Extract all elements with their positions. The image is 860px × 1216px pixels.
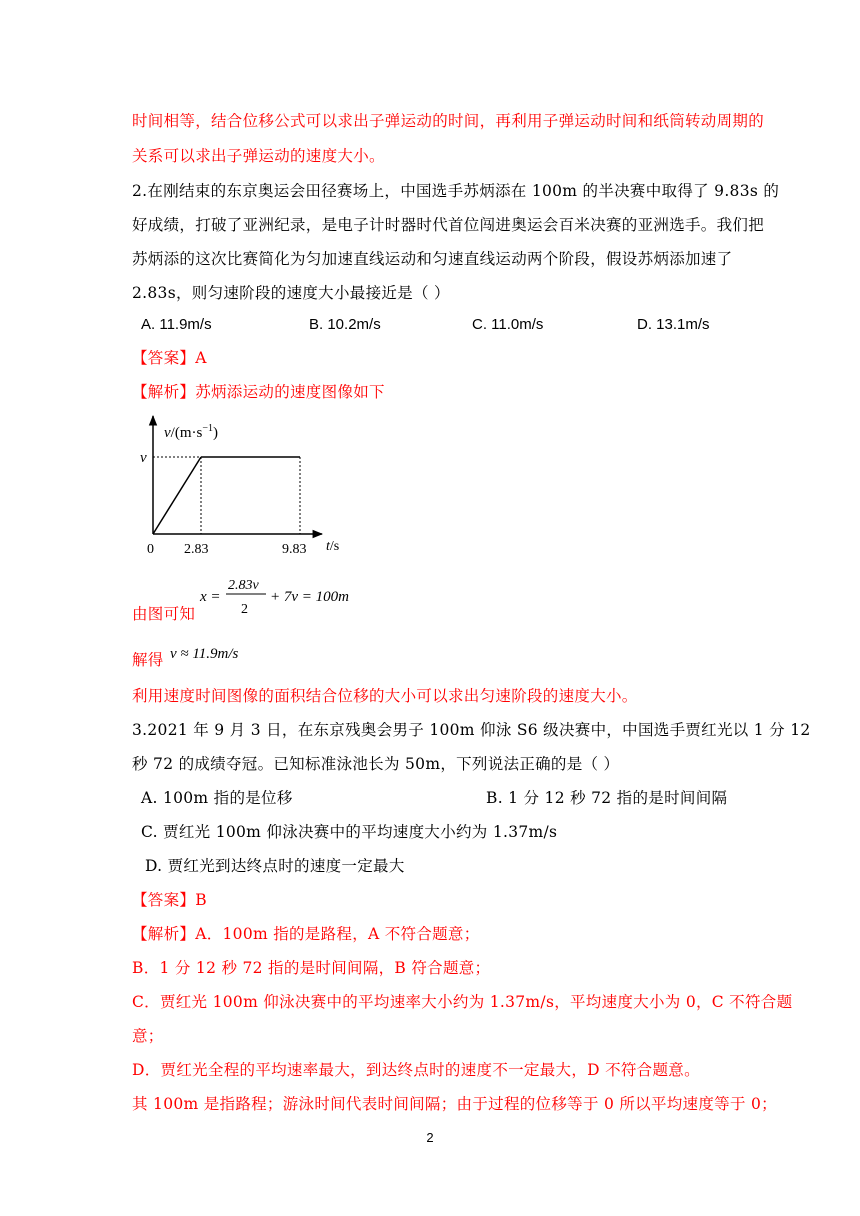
t2-tick-label: 9.83: [282, 542, 307, 557]
solve-label: 解得: [132, 651, 164, 669]
q2-analysis-intro: 【解析】苏炳添运动的速度图像如下: [132, 383, 385, 401]
svg-text:+ 7v = 100m: + 7v = 100m: [270, 589, 349, 605]
q3-analysis-a: 【解析】A．100m 指的是路程，A 不符合题意；: [132, 925, 480, 943]
page-number: 2: [426, 1130, 434, 1145]
q2-option-d: D. 13.1m/s: [637, 316, 710, 333]
q3-option-b: B. 1 分 12 秒 72 指的是时间间隔: [486, 789, 728, 807]
y-axis-label: $v/(m\cdot s^{-1})$: [164, 423, 218, 441]
q3-answer: 【答案】B: [132, 891, 207, 909]
svg-text:x =: x =: [200, 589, 221, 605]
q3-analysis-c-cont: 意；: [132, 1027, 164, 1045]
q2-answer: 【答案】A: [132, 349, 207, 367]
q2-conclusion: 利用速度时间图像的面积结合位移的大小可以求出匀速阶段的速度大小。: [132, 687, 638, 705]
q3-analysis-b: B．1 分 12 秒 72 指的是时间间隔，B 符合题意；: [132, 959, 491, 977]
q3-analysis-c: C．贾红光 100m 仰泳决赛中的平均速率大小约为 1.37m/s，平均速度大小为 0，C 不符合题: [132, 993, 793, 1011]
q2-stem-line-4: 2.83s，则匀速阶段的速度大小最接近是（ ）: [132, 284, 450, 302]
acceleration-segment: [153, 457, 201, 534]
explanation-line-1: 时间相等，结合位移公式可以求出子弹运动的时间，再利用子弹运动时间和纸筒转动周期的: [132, 112, 765, 130]
svg-text:2: 2: [241, 602, 248, 617]
q2-option-c: C. 11.0m/s: [472, 316, 544, 333]
q3-stem-line-1: 3.2021 年 9 月 3 日，在东京残奥会男子 100m 仰泳 S6 级决赛中，中国选手贾红光以 1 分 12: [132, 721, 811, 739]
svg-text:2.83v: 2.83v: [228, 578, 259, 593]
from-graph-label: 由图可知: [132, 605, 196, 623]
q2-option-a: A. 11.9m/s: [141, 316, 212, 333]
explanation-line-2: 关系可以求出子弹运动的速度大小。: [132, 147, 385, 165]
origin-label: 0: [147, 542, 154, 557]
v-tick-label: v: [140, 450, 147, 466]
q2-stem-line-2: 好成绩，打破了亚洲纪录，是电子计时器时代首位闯进奥运会百米决赛的亚洲选手。我们把: [132, 216, 765, 234]
q2-stem-line-3: 苏炳添的这次比赛简化为匀加速直线运动和匀速直线运动两个阶段，假设苏炳添加速了: [132, 250, 733, 268]
equation-result: v ≈ 11.9m/s: [170, 646, 239, 662]
q3-analysis-summary: 其 100m 是指路程；游泳时间代表时间间隔；由于过程的位移等于 0 所以平均速度等于 0；: [132, 1095, 777, 1113]
q3-option-a: A. 100m 指的是位移: [141, 789, 293, 807]
q2-stem-line-1: 2.在刚结束的东京奥运会田径赛场上，中国选手苏炳添在 100m 的半决赛中取得了 9.83s 的: [132, 182, 780, 200]
q3-stem-line-2: 秒 72 的成绩夺冠。已知标准泳池长为 50m，下列说法正确的是（ ）: [132, 755, 620, 773]
q3-option-c: C. 贾红光 100m 仰泳决赛中的平均速度大小约为 1.37m/s: [141, 823, 558, 841]
t1-tick-label: 2.83: [184, 542, 209, 557]
equation-displacement: [198, 570, 368, 620]
q2-option-b: B. 10.2m/s: [309, 316, 381, 333]
velocity-time-graph: [130, 410, 360, 560]
q3-analysis-d: D．贾红光全程的平均速率最大，到达终点时的速度不一定最大，D 不符合题意。: [132, 1061, 700, 1079]
q3-option-d: D. 贾红光到达终点时的速度一定最大: [145, 857, 405, 875]
x-axis-label: t/s: [326, 539, 340, 554]
